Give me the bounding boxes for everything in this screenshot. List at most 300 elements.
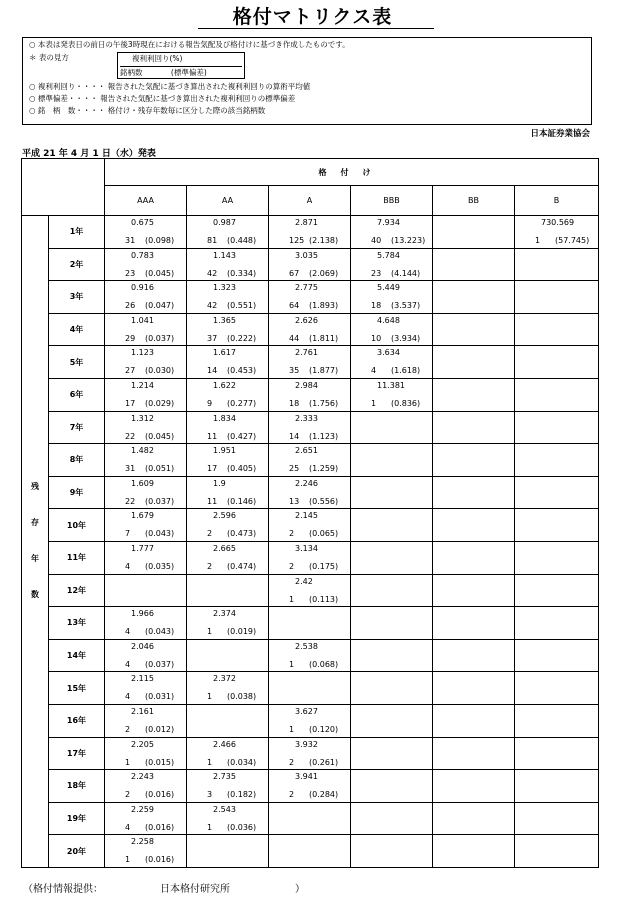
matrix-cell <box>105 411 187 444</box>
cell-count: 1 <box>207 822 213 832</box>
matrix-cell <box>105 509 187 542</box>
cell-count: 31 <box>125 464 136 474</box>
term-label: 18年 <box>49 770 105 803</box>
matrix-cell <box>433 541 515 574</box>
cell-count-stdev <box>105 334 186 344</box>
cell-yield: 2.761 <box>295 348 318 358</box>
table-row <box>22 411 599 444</box>
cell-yield: 3.134 <box>295 543 318 553</box>
cell-stdev: (0.453) <box>227 366 257 376</box>
table-row <box>22 346 599 379</box>
cell-count: 27 <box>125 366 136 376</box>
cell-count-stdev <box>105 432 186 442</box>
matrix-cell <box>105 313 187 346</box>
cell-stdev: (1.893) <box>309 301 339 311</box>
footer-label: （格付情報提供： <box>23 884 103 895</box>
cell-stdev: (0.551) <box>227 301 257 311</box>
table-row <box>22 639 599 672</box>
matrix-cell <box>187 607 269 640</box>
legend-count-stdev <box>120 66 242 79</box>
cell-count-stdev <box>187 790 268 800</box>
matrix-cell <box>433 313 515 346</box>
cell-count-stdev <box>105 627 186 637</box>
cell-yield: 3.035 <box>295 250 318 260</box>
cell-count-stdev <box>105 236 186 246</box>
cell-count-stdev <box>187 432 268 442</box>
cell-yield: 2.205 <box>131 739 154 749</box>
cell-count: 4 <box>371 366 377 376</box>
matrix-cell <box>269 835 351 868</box>
matrix-cell <box>105 476 187 509</box>
cell-count-stdev <box>187 301 268 311</box>
cell-count-stdev <box>269 301 350 311</box>
table-row <box>22 281 599 314</box>
cell-yield: 2.735 <box>213 772 236 782</box>
side-label-char: 数 <box>31 590 39 600</box>
matrix-cell <box>105 444 187 477</box>
cell-yield: 5.784 <box>377 250 400 260</box>
cell-count-stdev <box>105 692 186 702</box>
cell-yield: 1.679 <box>131 511 154 521</box>
matrix-cell <box>515 281 599 314</box>
term-label: 2年 <box>49 248 105 281</box>
cell-yield: 0.675 <box>131 218 154 227</box>
cell-count: 1 <box>289 594 295 604</box>
cell-stdev: (0.029) <box>145 398 175 408</box>
cell-count-stdev <box>105 366 186 376</box>
cell-count-stdev <box>187 399 268 409</box>
cell-yield: 2.538 <box>295 641 318 651</box>
cell-count: 81 <box>207 236 218 245</box>
matrix-cell <box>515 770 599 803</box>
side-label-char: 存 <box>31 518 39 528</box>
cell-stdev: (0.043) <box>145 529 175 539</box>
matrix-cell <box>351 281 433 314</box>
matrix-cell <box>105 541 187 574</box>
cell-stdev: (0.182) <box>227 790 257 800</box>
cell-stdev: (0.277) <box>227 398 257 408</box>
matrix-cell <box>351 378 433 411</box>
cell-stdev: (0.836) <box>391 398 421 408</box>
matrix-cell <box>269 313 351 346</box>
matrix-cell <box>187 248 269 281</box>
matrix-cell <box>515 607 599 640</box>
cell-count: 4 <box>125 627 131 637</box>
side-label-remaining-years <box>22 216 49 868</box>
matrix-cell <box>433 476 515 509</box>
cell-count: 64 <box>289 301 300 311</box>
cell-count: 10 <box>371 333 382 343</box>
cell-count-stdev <box>269 236 350 246</box>
matrix-cell <box>269 770 351 803</box>
matrix-cell <box>515 737 599 770</box>
cell-count-stdev <box>187 823 268 833</box>
term-label: 10年 <box>49 509 105 542</box>
cell-count-stdev <box>187 562 268 572</box>
matrix-cell <box>433 346 515 379</box>
cell-stdev: (0.334) <box>227 268 257 278</box>
cell-count: 2 <box>207 529 213 539</box>
cell-yield: 2.984 <box>295 380 318 390</box>
term-label: 14年 <box>49 639 105 672</box>
matrix-cell <box>269 541 351 574</box>
cell-count-stdev <box>269 529 350 539</box>
cell-stdev: (0.222) <box>227 333 257 343</box>
cell-stdev: (0.034) <box>227 757 257 767</box>
cell-stdev: (2.138) <box>309 236 339 245</box>
cell-count: 22 <box>125 431 136 441</box>
matrix-cell <box>351 802 433 835</box>
cell-count: 37 <box>207 333 218 343</box>
matrix-cell <box>433 672 515 705</box>
cell-count-stdev <box>269 595 350 605</box>
cell-count-stdev <box>187 269 268 279</box>
table-row <box>22 444 599 477</box>
cell-count: 1 <box>207 757 213 767</box>
cell-stdev: (0.037) <box>145 659 175 669</box>
term-label: 12年 <box>49 574 105 607</box>
cell-yield: 2.145 <box>295 511 318 521</box>
matrix-cell <box>351 476 433 509</box>
cell-stdev: (0.146) <box>227 496 257 506</box>
matrix-cell <box>433 737 515 770</box>
cell-yield: 1.214 <box>131 380 154 390</box>
cell-yield: 1.951 <box>213 446 236 456</box>
matrix-cell <box>269 346 351 379</box>
cell-stdev: (3.934) <box>391 333 421 343</box>
matrix-cell <box>269 672 351 705</box>
cell-stdev: (57.745) <box>555 236 590 245</box>
cell-stdev: (0.016) <box>145 855 175 865</box>
cell-stdev: (0.065) <box>309 529 339 539</box>
matrix-cell <box>105 281 187 314</box>
matrix-cell <box>187 639 269 672</box>
cell-count: 1 <box>207 692 213 702</box>
side-label-char: 残 <box>31 482 39 492</box>
cell-count-stdev <box>269 464 350 474</box>
matrix-cell <box>187 216 269 249</box>
legend-mark: ＊ 表の見方 <box>29 53 69 62</box>
cell-count: 23 <box>125 268 136 278</box>
cell-stdev: (0.474) <box>227 561 257 571</box>
cell-count: 2 <box>125 724 131 734</box>
cell-count: 2 <box>125 790 131 800</box>
cell-count: 125 <box>289 236 305 245</box>
cell-count: 17 <box>125 398 136 408</box>
cell-count: 11 <box>207 431 218 441</box>
cell-count: 11 <box>207 496 218 506</box>
legend-row <box>29 51 585 81</box>
column-header-bb: BB <box>433 186 515 216</box>
cell-yield: 2.665 <box>213 543 236 553</box>
cell-yield: 2.626 <box>295 315 318 325</box>
cell-stdev: (4.144) <box>391 268 421 278</box>
matrix-cell <box>351 737 433 770</box>
footer-close: ） <box>295 884 305 895</box>
cell-count-stdev <box>105 758 186 768</box>
matrix-cell <box>105 639 187 672</box>
matrix-cell <box>187 476 269 509</box>
cell-count: 2 <box>207 561 213 571</box>
matrix-cell <box>187 672 269 705</box>
cell-stdev: (0.113) <box>309 594 339 604</box>
matrix-cell <box>515 509 599 542</box>
footer-provider: 日本格付研究所 <box>160 884 230 895</box>
cell-count: 18 <box>371 301 382 311</box>
cell-count-stdev <box>105 301 186 311</box>
term-label: 9年 <box>49 476 105 509</box>
cell-count-stdev <box>351 334 432 344</box>
matrix-cell <box>269 509 351 542</box>
matrix-cell <box>515 574 599 607</box>
cell-count: 1 <box>535 236 541 245</box>
cell-stdev: (0.015) <box>145 757 175 767</box>
cell-count: 29 <box>125 333 136 343</box>
cell-count: 18 <box>289 398 300 408</box>
matrix-cell <box>515 476 599 509</box>
cell-yield: 2.596 <box>213 511 236 521</box>
cell-count-stdev <box>269 758 350 768</box>
matrix-cell <box>433 281 515 314</box>
matrix-cell <box>187 411 269 444</box>
cell-yield: 1.777 <box>131 543 154 553</box>
table-row <box>22 541 599 574</box>
matrix-cell <box>351 541 433 574</box>
cell-stdev: (1.877) <box>309 366 339 376</box>
cell-count: 40 <box>371 236 382 245</box>
cell-count: 1 <box>207 627 213 637</box>
matrix-cell <box>269 802 351 835</box>
matrix-cell <box>515 541 599 574</box>
cell-count-stdev <box>105 497 186 507</box>
matrix-cell <box>515 704 599 737</box>
page-title: 格付マトリクス表 <box>232 6 393 28</box>
term-label: 19年 <box>49 802 105 835</box>
matrix-cell <box>269 574 351 607</box>
cell-yield: 2.333 <box>295 413 318 423</box>
cell-count: 31 <box>125 236 136 245</box>
matrix-cell <box>351 704 433 737</box>
matrix-cell <box>105 704 187 737</box>
matrix-cell <box>269 737 351 770</box>
cell-yield: 2.046 <box>131 641 154 651</box>
cell-count-stdev <box>351 301 432 311</box>
table-row <box>22 835 599 868</box>
cell-count-stdev <box>187 334 268 344</box>
cell-stdev: (0.098) <box>145 236 175 245</box>
cell-count-stdev <box>105 855 186 865</box>
matrix-cell <box>187 770 269 803</box>
cell-stdev: (0.261) <box>309 757 339 767</box>
cell-count-stdev <box>187 236 268 246</box>
column-header-b: B <box>515 186 599 216</box>
cell-stdev: (0.556) <box>309 496 339 506</box>
organization-name: 日本証券業協会 <box>530 129 590 139</box>
cell-stdev: (0.031) <box>145 692 175 702</box>
cell-yield: 3.634 <box>377 348 400 358</box>
cell-yield: 1.323 <box>213 283 236 293</box>
column-header-aa: AA <box>187 186 269 216</box>
matrix-cell <box>187 313 269 346</box>
cell-stdev: (0.019) <box>227 627 257 637</box>
publish-date: 平成 21 年 4 月 1 日（水）発表 <box>22 149 156 159</box>
matrix-cell <box>269 248 351 281</box>
cell-yield: 1.312 <box>131 413 154 423</box>
matrix-cell <box>433 248 515 281</box>
cell-yield: 1.041 <box>131 315 154 325</box>
matrix-cell <box>351 607 433 640</box>
matrix-cell <box>351 509 433 542</box>
matrix-cell <box>515 346 599 379</box>
matrix-cell <box>105 346 187 379</box>
cell-count: 2 <box>289 790 295 800</box>
note-line-count: ○ 銘 柄 数・・・・ 格付け・残存年数毎に区分した際の該当銘柄数 <box>29 106 266 115</box>
term-label: 11年 <box>49 541 105 574</box>
matrix-cell <box>187 509 269 542</box>
term-label: 17年 <box>49 737 105 770</box>
cell-count: 7 <box>125 529 131 539</box>
cell-count: 1 <box>371 398 377 408</box>
cell-count: 22 <box>125 496 136 506</box>
matrix-cell <box>105 216 187 249</box>
term-label: 7年 <box>49 411 105 444</box>
matrix-cell <box>351 770 433 803</box>
cell-count: 1 <box>289 724 295 734</box>
matrix-cell <box>187 281 269 314</box>
matrix-cell <box>515 639 599 672</box>
cell-count: 4 <box>125 692 131 702</box>
cell-count: 3 <box>207 790 213 800</box>
cell-count: 35 <box>289 366 300 376</box>
cell-stdev: (0.043) <box>145 627 175 637</box>
cell-yield: 1.123 <box>131 348 154 358</box>
matrix-cell <box>187 346 269 379</box>
cell-yield: 0.916 <box>131 283 154 293</box>
matrix-cell <box>105 770 187 803</box>
term-label: 5年 <box>49 346 105 379</box>
table-row <box>22 216 599 249</box>
cell-count-stdev <box>269 725 350 735</box>
matrix-cell <box>269 704 351 737</box>
cell-count-stdev <box>269 497 350 507</box>
cell-stdev: (1.811) <box>309 333 339 343</box>
cell-count-stdev <box>187 497 268 507</box>
cell-yield: 2.258 <box>131 837 154 847</box>
column-header-aaa: AAA <box>105 186 187 216</box>
cell-yield: 3.941 <box>295 772 318 782</box>
table-row <box>22 704 599 737</box>
cell-stdev: (1.618) <box>391 366 421 376</box>
table-row <box>22 770 599 803</box>
cell-stdev: (1.259) <box>309 464 339 474</box>
cell-count: 2 <box>289 757 295 767</box>
matrix-cell <box>187 574 269 607</box>
cell-stdev: (3.537) <box>391 301 421 311</box>
matrix-cell <box>433 411 515 444</box>
cell-count-stdev <box>187 366 268 376</box>
cell-stdev: (0.284) <box>309 790 339 800</box>
matrix-cell <box>515 378 599 411</box>
table-row <box>22 737 599 770</box>
cell-stdev: (0.037) <box>145 496 175 506</box>
cell-yield: 2.161 <box>131 706 154 716</box>
cell-count-stdev <box>269 269 350 279</box>
matrix-cell <box>433 509 515 542</box>
matrix-cell <box>433 704 515 737</box>
matrix-cell <box>269 639 351 672</box>
note-line-stdev: ○ 標準偏差・・・・ 報告された気配に基づき算出された複利利回りの標準偏差 <box>29 94 296 103</box>
matrix-cell <box>187 704 269 737</box>
cell-count-stdev <box>105 790 186 800</box>
matrix-cell <box>351 248 433 281</box>
cell-yield: 2.466 <box>213 739 236 749</box>
cell-yield: 2.651 <box>295 446 318 456</box>
cell-count: 1 <box>125 757 131 767</box>
matrix-cell <box>351 346 433 379</box>
table-row <box>22 574 599 607</box>
cell-count-stdev <box>105 529 186 539</box>
cell-count-stdev <box>269 790 350 800</box>
cell-stdev: (0.175) <box>309 561 339 571</box>
cell-count: 42 <box>207 301 218 311</box>
matrix-cell <box>187 802 269 835</box>
cell-stdev: (0.036) <box>227 822 257 832</box>
term-label: 3年 <box>49 281 105 314</box>
cell-count: 23 <box>371 268 382 278</box>
table-row <box>22 607 599 640</box>
cell-yield: 4.648 <box>377 315 400 325</box>
header-rating: 格付け <box>105 159 599 186</box>
note-line-basis: ○ 本表は発表日の前日の午後3時現在における報告気配及び格付けに基づき作成したものです。 <box>29 40 350 49</box>
cell-yield: 1.365 <box>213 315 236 325</box>
cell-count: 26 <box>125 301 136 311</box>
table-row <box>22 672 599 705</box>
cell-yield: 7.934 <box>377 218 400 227</box>
cell-yield: 3.627 <box>295 706 318 716</box>
cell-stdev: (0.045) <box>145 268 175 278</box>
table-row <box>22 378 599 411</box>
cell-yield: 1.143 <box>213 250 236 260</box>
matrix-cell <box>105 248 187 281</box>
cell-stdev: (13.223) <box>391 236 426 245</box>
term-label: 20年 <box>49 835 105 868</box>
cell-count: 14 <box>289 431 300 441</box>
matrix-cell <box>515 411 599 444</box>
cell-stdev: (0.016) <box>145 822 175 832</box>
cell-count: 17 <box>207 464 218 474</box>
matrix-cell <box>351 216 433 249</box>
legend-yield: 複利利回り(%) <box>132 54 183 63</box>
cell-count: 13 <box>289 496 300 506</box>
cell-yield: 2.372 <box>213 674 236 684</box>
cell-yield: 730.569 <box>541 218 575 227</box>
matrix-cell <box>351 835 433 868</box>
matrix-cell <box>187 378 269 411</box>
matrix-cell <box>433 216 515 249</box>
cell-yield: 1.482 <box>131 446 154 456</box>
matrix-cell <box>187 835 269 868</box>
cell-yield: 3.932 <box>295 739 318 749</box>
matrix-cell <box>433 802 515 835</box>
matrix-cell <box>105 802 187 835</box>
cell-yield: 0.987 <box>213 218 236 227</box>
matrix-cell <box>515 313 599 346</box>
matrix-cell <box>351 444 433 477</box>
cell-count: 44 <box>289 333 300 343</box>
column-header-bbb: BBB <box>351 186 433 216</box>
cell-count-stdev <box>269 366 350 376</box>
matrix-cell <box>515 216 599 249</box>
